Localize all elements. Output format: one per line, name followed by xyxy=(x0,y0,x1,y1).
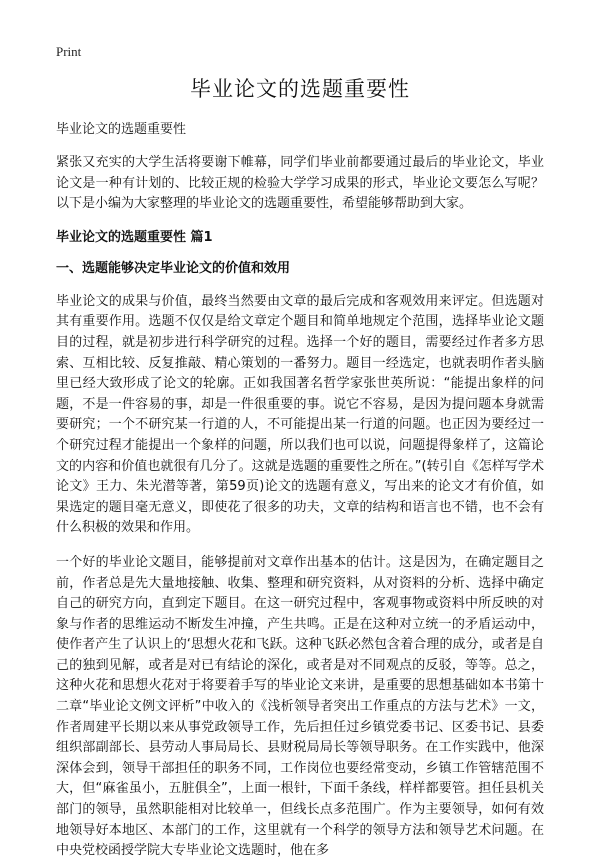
intro-paragraph: 紧张又充实的大学生活将要谢下帷幕，同学们毕业前都要通过最后的毕业论文，毕业论文是一种有计划的、比较正规的检验大学学习成果的形式，毕业论文要怎么写呢？以下是小编为大家整理的毕业论文的选题重要性，希望能够帮助到大家。 xyxy=(56,155,544,212)
document-title: 毕业论文的选题重要性 xyxy=(190,77,410,101)
document-subtitle: 毕业论文的选题重要性 xyxy=(56,122,187,137)
print-link[interactable]: Print xyxy=(56,44,82,59)
body-paragraph-2: 一个好的毕业论文题目，能够提前对文章作出基本的估计。这是因为，在确定题目之前，作者总是先大量地接触、收集、整理和研究资料，从对资料的分析、选择中确定自己的研究方向，直到定下题目。在这一研究过程中，客观事物或资料中所反映的对象与作者的思维运动不断发生冲撞，产生共鸣。正是在这种对立统一的矛盾运动中，使作者产生了认识上的‘思想火花和飞跃。这种飞跃必然包含着合理的成分，或者是自己的独到见解，或者是对已有结论的深化，或者是对不同观点的反驳，等等。总之，这种火花和思想火花对于将要着手写的毕业论文来讲，是重要的思想基础如本书第十二章“毕业论文例文评析”中收入的《浅析领导者突出工作重点的方法与艺术》一文，作者周建平长期以来从事党政领导工作，先后担任过乡镇党委书记、区委书记、县委组织部副部长、县劳动人事局局长、县财税局局长等领导职务。在工作实践中，他深深体会到，领导干部担任的职务不同，工作岗位也要经常变动，乡镇工作管辖范围不大，但“麻雀虽小，五脏俱全”，上面一根针，下面千条线，样样都要管。担任县机关部门的领导，虽然职能相对比较单一，但线长点多范围广。作为主要领导，如何有效地领导好本地区、本部门的工作，这里就有一个科学的领导方法和领导艺术问题。在中央党校函授学院大专毕业论文选题时，他在多 xyxy=(56,554,544,859)
section-heading: 毕业论文的选题重要性 篇1 xyxy=(56,229,213,245)
body-paragraph-1: 毕业论文的成果与价值，最终当然要由文章的最后完成和客观效用来评定。但选题对其有重要作用。选题不仅仅是给文章定个题目和简单地规定个范围，选择毕业论文题目的过程，就是初步进行科学研究的过程。选择一个好的题目，需要经过作者多方思索、互相比较、反复推敲、精心策划的一番努力。题目一经选定，也就表明作者头脑里已经大致形成了论文的轮廓。正如我国著名哲学家张世英所说：“能提出象样的问题，不是一件容易的事，却是一件很重要的事。说它不容易，是因为提问题本身就需要研究；一个不研究某一行道的人，不可能提出某一行道的问题。也正因为要经过一个研究过程才能提出一个象样的问题，所以我们也可以说，问题提得象样了，这篇论文的内容和价值也就很有几分了。这就是选题的重要性之所在。”(转引自《怎样写学术论文》王力、朱光潜等著，第59页)论文的选题有意义，写出来的论文才有价值，如果选定的题目毫无意义，即使花了很多的功夫，文章的结构和语言也不错，也不会有什么积极的效果和作用。 xyxy=(56,293,544,536)
sub-heading: 一、选题能够决定毕业论文的价值和效用 xyxy=(56,260,291,276)
